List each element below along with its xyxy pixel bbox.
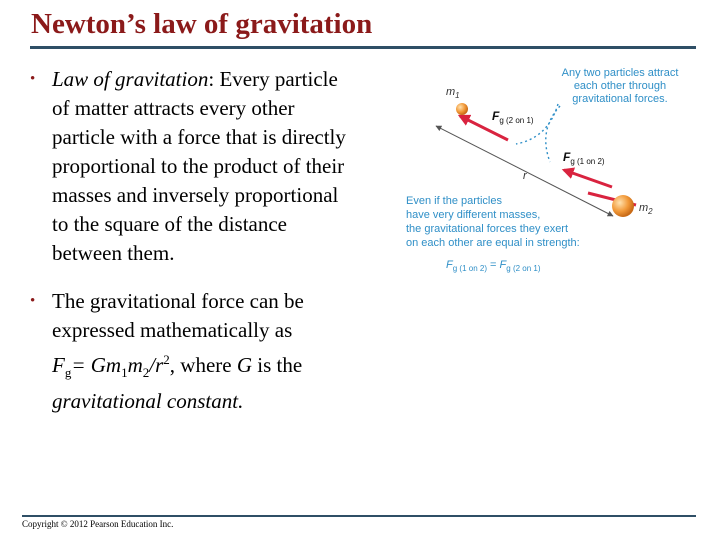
callout-top-pointer [546, 106, 560, 162]
force-arrow-1-on-2-head [564, 170, 612, 187]
m1-label: $m_1$ [446, 86, 460, 100]
text-line: : Every particle [208, 67, 338, 91]
formula-sub: 2 [142, 365, 150, 381]
distance-label: r [523, 170, 527, 182]
callout-line: on each other are equal in strength: [406, 237, 580, 249]
force-1-on-2-label: $F_{g (1 on 2)}$ [563, 150, 605, 166]
text-line: between them. [52, 241, 175, 265]
title-divider [30, 46, 696, 49]
callout-line: gravitational forces. [572, 93, 668, 105]
callout-line: the gravitational forces they exert [406, 223, 569, 235]
callout-line: Even if the particles [406, 195, 502, 207]
formula-sub: g [64, 365, 72, 381]
m2-label: $m_2$ [639, 202, 653, 216]
formula-var: G [236, 353, 253, 377]
force-2-on-1-label: $F_{g (2 on 1)}$ [492, 109, 534, 125]
footer-divider [22, 515, 696, 517]
callout-top [562, 67, 679, 105]
formula-part: = Gm [71, 353, 122, 377]
term-law-of-gravitation: Law of gravitation [52, 67, 209, 91]
particle-m2 [612, 195, 634, 217]
bullet-text [52, 65, 346, 268]
callout-line: Any two particles attract [561, 67, 679, 79]
text-line: particle with a force that is directly [52, 125, 346, 149]
callout-line: have very different masses, [406, 209, 541, 221]
bullet-text [52, 287, 304, 416]
equal-force-equation: $F_{g (1 on 2)} = F_{g (2 on 1)}$ [446, 259, 541, 273]
formula-sup: 2 [163, 352, 170, 367]
text-line: proportional to the product of their [52, 154, 345, 178]
slide-title: Newton’s law of gravitation [31, 8, 373, 40]
particle-m1 [456, 103, 468, 115]
text-line: to the square of the distance [52, 212, 287, 236]
callout-line: each other through [573, 80, 667, 92]
copyright-notice: Copyright © 2012 Pearson Education Inc. [22, 519, 174, 529]
formula-var: F [52, 353, 65, 377]
text-line: The gravitational force can be [52, 289, 304, 313]
gravitation-diagram [398, 58, 698, 283]
text-line: expressed mathematically as [52, 318, 293, 342]
formula-part: is the [252, 353, 303, 377]
formula-part: , where [169, 353, 237, 377]
formula-line [52, 345, 304, 387]
formula-part: /r [149, 353, 164, 377]
bullet-icon: • [30, 293, 36, 309]
callout-bottom [406, 195, 580, 249]
formula-sub: 1 [121, 365, 128, 381]
text-line: of matter attracts every other [52, 96, 295, 120]
text-line: masses and inversely proportional [52, 183, 339, 207]
term-gravitational-constant: gravitational constant. [52, 389, 244, 414]
bullet-icon: • [30, 71, 36, 87]
formula-part: m [127, 353, 143, 377]
